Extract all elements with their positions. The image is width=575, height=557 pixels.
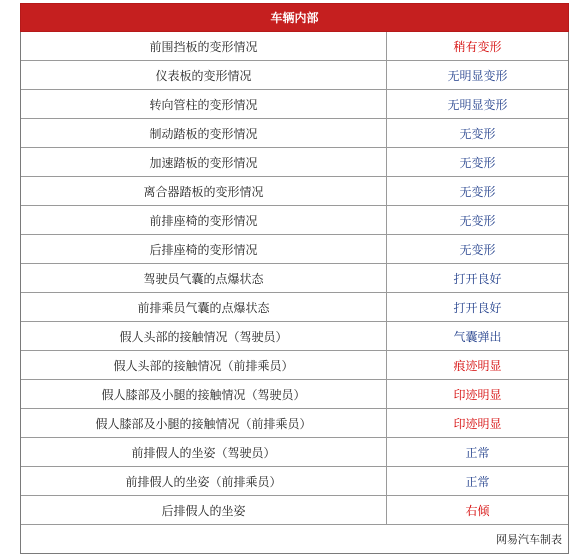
item-cell: 仪表板的变形情况 — [21, 61, 387, 89]
result-cell: 无变形 — [459, 242, 496, 257]
item-cell: 前排座椅的变形情况 — [21, 206, 387, 234]
item-cell: 假人头部的接触情况（前排乘员） — [21, 351, 387, 379]
item-cell: 前排假人的坐姿（前排乘员） — [21, 467, 387, 495]
result-cell: 无变形 — [459, 213, 496, 228]
table-title: 车辆内部 — [20, 3, 569, 32]
result-cell: 痕迹明显 — [453, 358, 502, 373]
item-cell: 后排假人的坐姿 — [21, 496, 387, 524]
table-body — [20, 32, 569, 525]
table-row — [21, 409, 568, 438]
result-cell: 无变形 — [459, 155, 496, 170]
result-cell: 无明显变形 — [447, 68, 508, 83]
table-row — [21, 61, 568, 90]
table-row — [21, 90, 568, 119]
result-cell: 印迹明显 — [453, 387, 502, 402]
table-row — [21, 351, 568, 380]
table-row — [21, 235, 568, 264]
item-cell: 前围挡板的变形情况 — [21, 32, 387, 60]
result-cell: 印迹明显 — [453, 416, 502, 431]
table-row — [21, 467, 568, 496]
table-row — [21, 438, 568, 467]
result-cell: 稍有变形 — [453, 39, 502, 54]
table-row — [21, 119, 568, 148]
result-cell: 无变形 — [459, 126, 496, 141]
inspection-table — [20, 3, 569, 554]
result-cell: 无明显变形 — [447, 97, 508, 112]
table-row — [21, 148, 568, 177]
item-cell: 转向管柱的变形情况 — [21, 90, 387, 118]
item-cell: 前排乘员气囊的点爆状态 — [21, 293, 387, 321]
result-cell: 右倾 — [465, 503, 490, 518]
result-cell: 无变形 — [459, 184, 496, 199]
result-cell: 气囊弹出 — [453, 329, 502, 344]
item-cell: 离合器踏板的变形情况 — [21, 177, 387, 205]
item-cell: 假人膝部及小腿的接触情况（驾驶员） — [21, 380, 387, 408]
item-cell: 驾驶员气囊的点爆状态 — [21, 264, 387, 292]
item-cell: 假人头部的接触情况（驾驶员） — [21, 322, 387, 350]
result-cell: 正常 — [465, 474, 490, 489]
table-row — [21, 293, 568, 322]
table-row — [21, 177, 568, 206]
item-cell: 制动踏板的变形情况 — [21, 119, 387, 147]
table-row — [21, 206, 568, 235]
table-row — [21, 496, 568, 525]
table-row — [21, 32, 568, 61]
table-footer-credit: 网易汽车制表 — [20, 525, 569, 554]
result-cell: 正常 — [465, 445, 490, 460]
item-cell: 后排座椅的变形情况 — [21, 235, 387, 263]
result-cell: 打开良好 — [453, 300, 502, 315]
table-row — [21, 264, 568, 293]
item-cell: 假人膝部及小腿的接触情况（前排乘员） — [21, 409, 387, 437]
item-cell: 前排假人的坐姿（驾驶员） — [21, 438, 387, 466]
table-row — [21, 380, 568, 409]
table-row — [21, 322, 568, 351]
item-cell: 加速踏板的变形情况 — [21, 148, 387, 176]
result-cell: 打开良好 — [453, 271, 502, 286]
